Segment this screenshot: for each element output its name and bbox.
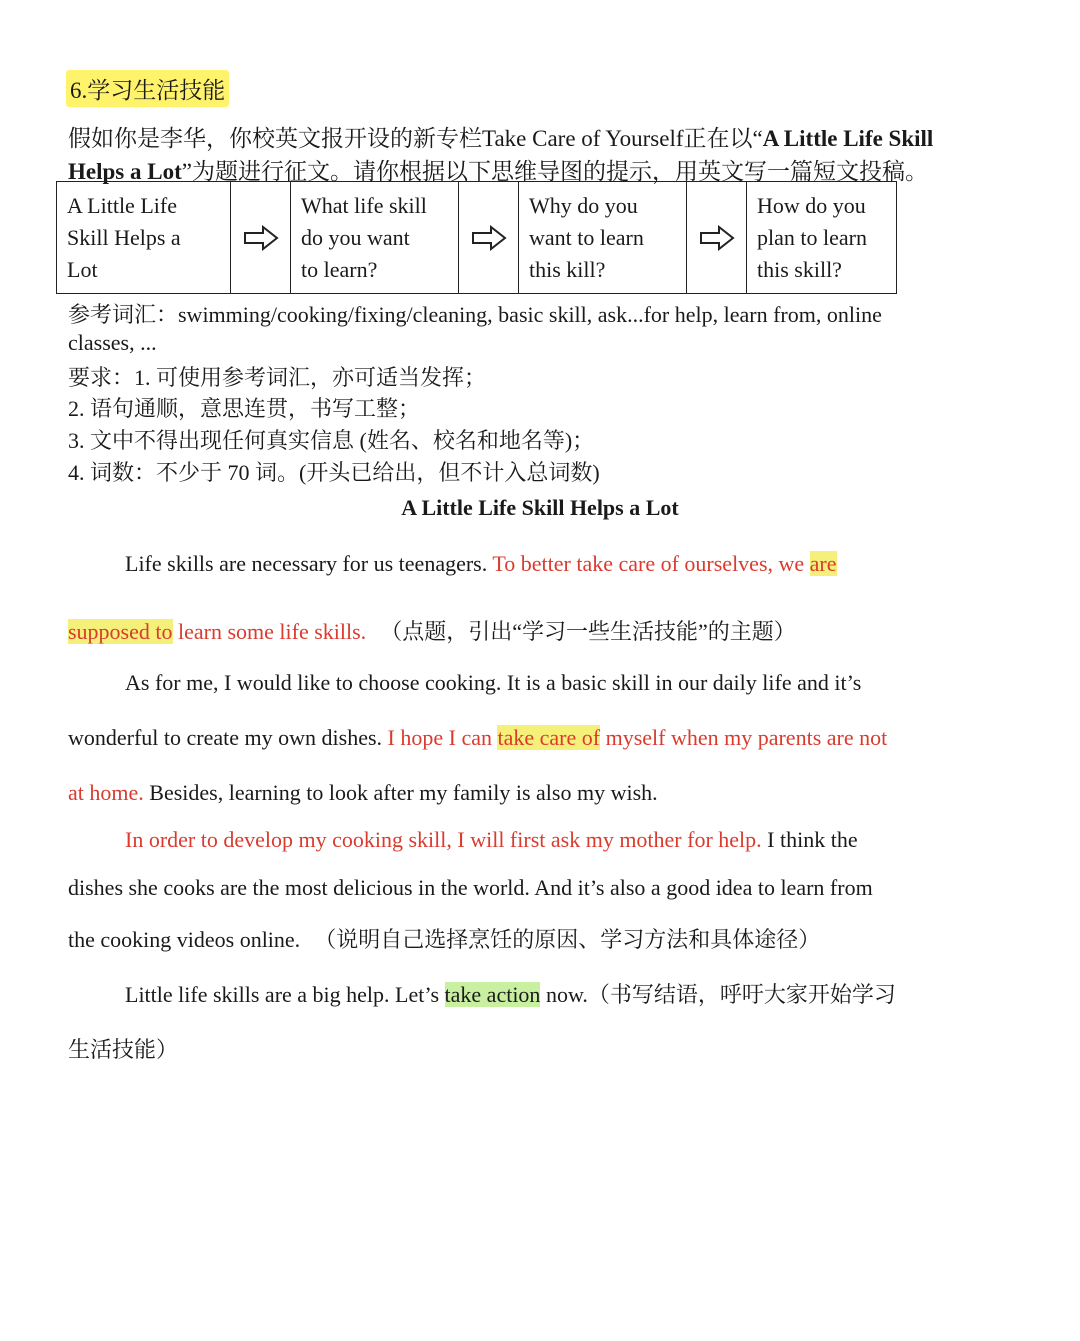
right-arrow-icon bbox=[699, 225, 735, 251]
right-arrow-icon bbox=[471, 225, 507, 251]
mind-map-table bbox=[56, 181, 897, 294]
cell-line: do you want bbox=[301, 224, 410, 250]
cell-line: Skill Helps a bbox=[67, 224, 181, 250]
requirement-1: 要求：1. 可使用参考词汇，亦可适当发挥； bbox=[68, 365, 487, 390]
essay-text: now. bbox=[540, 982, 588, 1007]
prompt-title-bold: A Little Life Skill bbox=[762, 126, 934, 151]
mind-map-cell-topic bbox=[57, 182, 231, 294]
essay-p2-line-1: As for me, I would like to choose cooking. It is a basic skill in our daily life and it’s bbox=[125, 670, 862, 695]
essay-text: Life skills are necessary for us teenagers. bbox=[125, 551, 493, 576]
highlighted-phrase: take care of bbox=[497, 725, 601, 750]
cell-line: A Little Life bbox=[67, 192, 177, 218]
essay-text: I think the bbox=[761, 827, 858, 852]
mind-map-cell-what bbox=[291, 182, 459, 294]
prompt-line-1 bbox=[68, 120, 933, 153]
vocab-line-1: 参考词汇：swimming/cooking/fixing/cleaning, basic skill, ask...for help, learn from, online bbox=[68, 302, 882, 327]
essay-title: A Little Life Skill Helps a Lot bbox=[401, 495, 679, 520]
requirement-3: 3. 文中不得出现任何真实信息 (姓名、校名和地名等)； bbox=[68, 428, 595, 453]
cell-line: this kill? bbox=[529, 256, 606, 282]
highlighted-red-text: at home. bbox=[68, 780, 144, 805]
cell-line: to learn? bbox=[301, 256, 378, 282]
cell-line: What life skill bbox=[301, 192, 427, 218]
cell-line: plan to learn bbox=[757, 224, 867, 250]
vocab-line-2: classes, ... bbox=[68, 330, 157, 355]
cell-line: How do you bbox=[757, 192, 866, 218]
essay-p2-line-3 bbox=[68, 780, 658, 806]
essay-text: Besides, learning to look after my family is also my wish. bbox=[143, 780, 658, 805]
prompt-text: 假如你是李华，你校英文报开设的新专栏Take Care of Yourself正在以“ bbox=[68, 126, 763, 151]
prompt-title-bold-2: Helps a Lot bbox=[68, 159, 182, 184]
essay-text: Little life skills are a big help. Let’s bbox=[125, 982, 445, 1007]
highlighted-red-text: I hope I can bbox=[387, 725, 498, 750]
highlighted-phrase: take action bbox=[444, 982, 541, 1007]
section-heading: 6.学习生活技能 bbox=[66, 70, 229, 107]
essay-p3-line-2: dishes she cooks are the most delicious in the world. And it’s also a good idea to learn from bbox=[68, 875, 873, 900]
annotation-note: （说明自己选择烹饪的原因、学习方法和具体途径） bbox=[314, 927, 821, 952]
essay-text: wonderful to create my own dishes. bbox=[68, 725, 388, 750]
mind-map-arrow-cell bbox=[687, 182, 747, 294]
requirement-4: 4. 词数：不少于 70 词。(开头已给出，但不计入总词数) bbox=[68, 460, 600, 485]
highlighted-red-text: learn some life skills. bbox=[172, 619, 367, 644]
highlighted-red-text: myself when my parents are not bbox=[600, 725, 888, 750]
highlighted-red-text: To better take care of ourselves, we bbox=[492, 551, 810, 576]
requirement-2: 2. 语句通顺，意思连贯，书写工整； bbox=[68, 396, 421, 421]
cell-line: Why do you bbox=[529, 192, 638, 218]
essay-p1-line-2 bbox=[68, 615, 796, 646]
highlighted-red-text: In order to develop my cooking skill, I will first ask my mother for help. bbox=[125, 827, 762, 852]
essay-p4-line-2: 生活技能） bbox=[68, 1037, 179, 1062]
right-arrow-icon bbox=[243, 225, 279, 251]
essay-p4-line-1 bbox=[125, 978, 896, 1009]
annotation-note: （书写结语，呼吁大家开始学习 bbox=[587, 982, 896, 1007]
mind-map-cell-why bbox=[519, 182, 687, 294]
essay-p1-line-1 bbox=[125, 551, 837, 577]
essay-p3-line-1 bbox=[125, 827, 858, 853]
essay-text: the cooking videos online. bbox=[68, 927, 301, 952]
mind-map-arrow-cell bbox=[459, 182, 519, 294]
mind-map-arrow-cell bbox=[231, 182, 291, 294]
essay-p3-line-3 bbox=[68, 923, 820, 954]
prompt-text-2: ”为题进行征文。请你根据以下思维导图的提示，用英文写一篇短文投稿。 bbox=[181, 159, 928, 184]
cell-line: this skill? bbox=[757, 256, 842, 282]
essay-p2-line-2 bbox=[68, 725, 887, 751]
highlighted-phrase: supposed to bbox=[68, 619, 173, 644]
annotation-note: （点题，引出“学习一些生活技能”的主题） bbox=[380, 619, 796, 644]
mind-map-cell-how bbox=[747, 182, 897, 294]
cell-line: Lot bbox=[67, 256, 98, 282]
highlighted-phrase: are bbox=[809, 551, 837, 576]
cell-line: want to learn bbox=[529, 224, 644, 250]
